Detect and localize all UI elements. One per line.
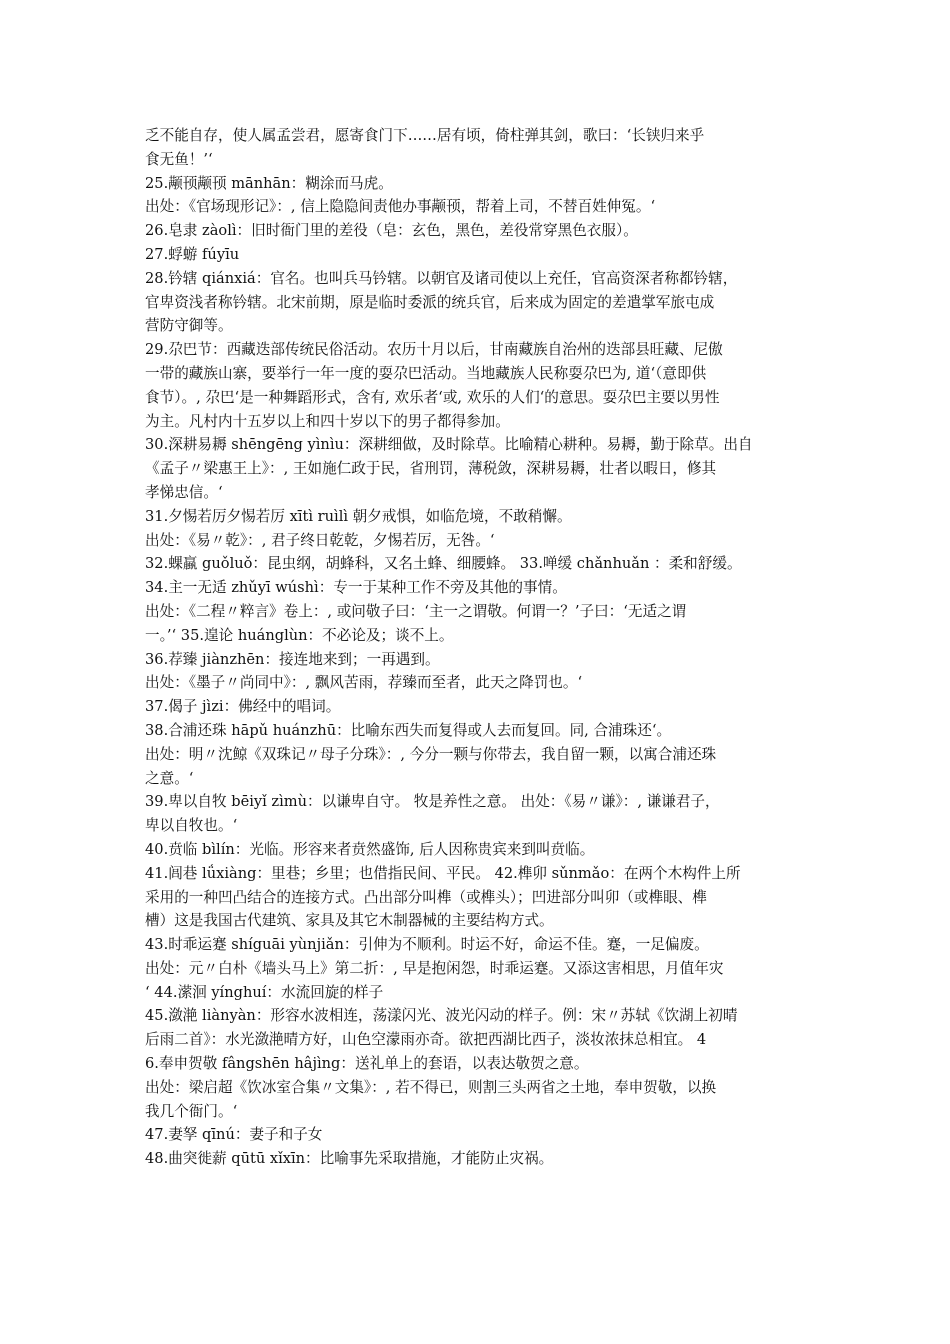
text-line: 后雨二首》：水光潋滟晴方好，山色空濛雨亦奇。欲把西湖比西子，淡妆浓抹总相宜。 4	[145, 1031, 707, 1049]
entry-45: 45.潋滟 liànyàn：形容水波相连，荡漾闪光、波光闪动的样子。例：宋〃苏轼《饮湖上初晴	[145, 1007, 738, 1025]
entry-43-source: 出处：元〃白朴《墙头马上》第二折：, 早是抱闲怨，时乖运蹇。又添这害相思，月值年灾	[145, 959, 724, 977]
entry-39: 39.卑以自牧 bēiyǐ zìmù：以谦卑自守。 牧是养性之意。 出处：《易〃谦》：, 谦谦君子，	[145, 793, 720, 811]
text-line: 采用的一种凹凸结合的连接方式。凸出部分叫榫（或榫头）；凹进部分叫卯（或榫眼、榫	[145, 888, 707, 906]
entry-27: 27.蜉蝣 fúyīu	[145, 245, 240, 263]
text-line: 乏不能自存，使人属孟尝君，愿寄食门下……居有顷，倚柱弹其剑，歌曰：‘长铗归来乎	[145, 127, 705, 144]
text-line: 《孟子〃梁惠王上》：, 王如施仁政于民，省刑罚，薄税敛，深耕易耨，壮者以暇日，修其	[145, 460, 717, 478]
text-line: 为主。凡村内十五岁以上和四十岁以下的男子都得参加。	[145, 412, 510, 430]
text-line: 之意。‘	[145, 769, 194, 787]
entry-40: 40.贲临 bìlín：光临。形容来者贲然盛饰, 后人因称贵宾来到叫贲临。	[145, 840, 595, 858]
entry-29: 29.尕巴节：西藏迭部传统民俗活动。农历十月以后，甘南藏族自治州的迭部县旺藏、尼傲	[145, 341, 723, 359]
text-line: 食节）。, 尕巴‘是一种舞蹈形式，含有, 欢乐者‘或, 欢乐的人们‘的意思。耍尕巴主要以男性	[145, 388, 720, 406]
entry-34-source: 出处：《二程〃粹言》卷上：, 或问敬子曰：‘主一之谓敬。何谓一？’子曰：‘无适之谓	[145, 602, 687, 620]
text-line: 卑以自牧也。‘	[145, 817, 238, 835]
entry-25-title: 25.颟顸颟顸 mānhān：糊涂而马虎。	[145, 174, 393, 192]
entry-43: 43.时乖运蹇 shíguāi yùnjiǎn：引伸为不顺利。时运不好，命运不佳。蹇，一足偏废。	[145, 936, 709, 954]
entry-36-source: 出处：《墨子〃尚同中》：, 飘风苦雨，荐臻而至者，此天之降罚也。‘	[145, 674, 583, 692]
entry-35: 一。’‘ 35.遑论 huánglùn：不必论及；谈不上。	[145, 626, 454, 644]
entry-28: 28.钤辖 qiánxiá：官名。也叫兵马钤辖。以朝官及诸司使以上充任，官高资深者称都钤辖，	[145, 269, 738, 287]
entry-37: 37.偈子 jìzi：佛经中的唱词。	[145, 698, 341, 716]
text-line: 营防守御等。	[145, 317, 233, 335]
entry-25-source: 出处：《官场现形记》：, 信上隐隐间责他办事颟顸，帮着上司，不替百姓伸冤。‘	[145, 198, 656, 216]
entry-41-42: 41.闾巷 lǘxiàng：里巷；乡里；也借指民间、平民。 42.榫卯 sǔnmǎo：在两个木构件上所	[145, 864, 741, 882]
entry-38: 38.合浦还珠 hāpǔ huánzhū：比喻东西失而复得或人去而复回。同, 合浦珠还‘。	[145, 721, 672, 739]
text-line: 槽）这是我国古代建筑、家具及其它木制器械的主要结构方式。	[145, 912, 554, 930]
entry-36: 36.荐臻 jiànzhēn：接连地来到；一再遇到。	[145, 650, 440, 668]
entry-30: 30.深耕易耨 shēngēng yìnìu：深耕细做，及时除草。比喻精心耕种。易耨，勤于除草。出自	[145, 436, 753, 454]
entry-38-source: 出处：明〃沈鲸《双珠记〃母子分珠》：, 今分一颗与你带去，我自留一颗，以寓合浦还珠	[145, 745, 717, 763]
entry-32-33: 32.蜾蠃 guǒluǒ：昆虫纲，胡蜂科，又名土蜂、细腰蜂。 33.啴缓 chǎnhuǎn ：柔和舒缓。	[145, 555, 742, 573]
text-line: 一带的藏族山寨，要举行一年一度的耍尕巴活动。当地藏族人民称耍尕巴为, 道‘（意即供	[145, 364, 707, 382]
entry-48: 48.曲突徙薪 qūtū xǐxīn：比喻事先采取措施，才能防止灾祸。	[145, 1150, 554, 1168]
text-line: 食无鱼！’‘	[145, 150, 213, 168]
text-line: 孝悌忠信。‘	[145, 483, 223, 501]
entry-46: 6.奉申贺敬 fângshēn hâjìng：送礼单上的套语，以表达敬贺之意。	[145, 1055, 589, 1073]
entry-31-source: 出处：《易〃乾》：, 君子终日乾乾，夕惕若厉，无咎。‘	[145, 531, 495, 549]
entry-47: 47.妻孥 qīnú：妻子和子女	[145, 1126, 323, 1144]
entry-46-source: 出处：梁启超《饮冰室合集〃文集》：, 若不得已，则割三头两省之土地，奉申贺敬，以换	[145, 1078, 717, 1096]
document-page	[145, 124, 817, 1171]
entry-34: 34.主一无适 zhǔyī wúshì：专一于某种工作不旁及其他的事情。	[145, 579, 567, 597]
entry-44: ‘ 44.潆洄 yínghuí：水流回旋的样子	[145, 983, 384, 1001]
text-line: 官卑资浅者称钤辖。北宋前期，原是临时委派的统兵官，后来成为固定的差遣掌军旅屯成	[145, 293, 715, 311]
entry-31: 31.夕惕若厉夕惕若厉 xītì ruìlì 朝夕戒惧，如临危境，不敢稍懈。	[145, 507, 572, 525]
text-line: 我几个衙门。‘	[145, 1102, 238, 1120]
entry-26: 26.皂隶 zàolì：旧时衙门里的差役（皂：玄色，黑色，差役常穿黑色衣服）。	[145, 222, 638, 240]
